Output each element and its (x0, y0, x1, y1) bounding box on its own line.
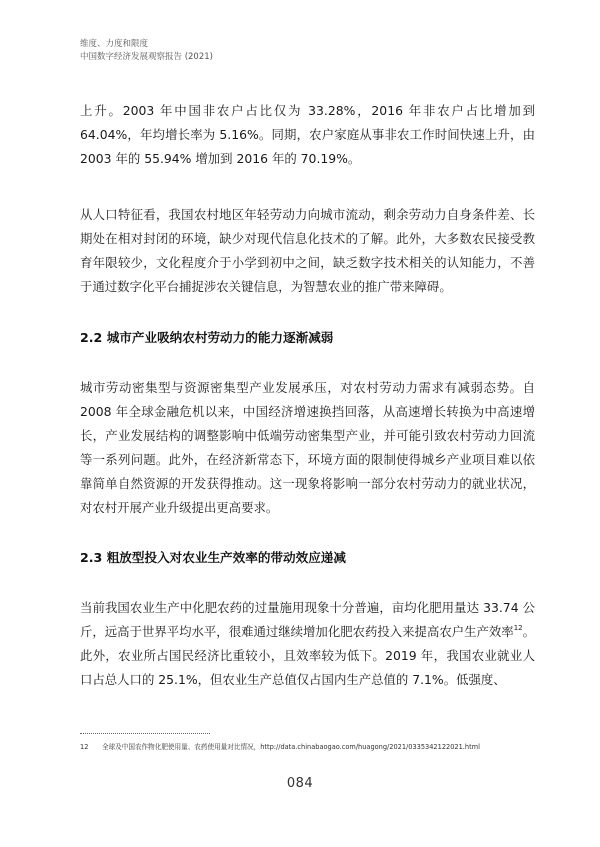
paragraph-2: 从人口特征看，我国农村地区年轻劳动力向城市流动，剩余劳动力自身条件差、长期处在相对封闭的环境，缺少对现代信息化技术的了解。此外，大多数农民接受教育年限较少，文化程度介于小学到初中之间，缺乏数字技术相关的认知能力，不善于通过数字化平台捕捉涉农关键信息，为智慧农业的推广带来障碍。 (80, 207, 535, 294)
section-heading-2-3: 2.3 粗放型投入对农业生产效率的带动效应递减 (80, 550, 346, 565)
paragraph-1: 上升。2003 年中国非农户占比仅为 33.28%，2016 年非农户占比增加到 64.04%，年均增长率为 5.16%。同期，农户家庭从事非农工作时间快速上升，由 2003 年的 55.94% 增加到 2016 年的 70.19%。 (80, 103, 535, 166)
page-number: 084 (286, 776, 314, 791)
running-header (80, 38, 213, 64)
header-report-name: 中国数字经济发展观察报告 (2021) (80, 52, 213, 62)
footnote-text[interactable]: 全球及中国农作物化肥使用量、农药使用量对比情况，http://data.chinabaogao.com/huagong/2021/0335342122021.html (102, 743, 480, 751)
footnote (80, 741, 480, 751)
paragraph-4 (80, 596, 535, 692)
paragraph-3: 城市劳动密集型与资源密集型产业发展承压，对农村劳动力需求有减弱态势。自 2008 年全球金融危机以来，中国经济增速换挡回落，从高速增长转换为中高速增长，产业发展结构的调整影响中低端劳动密集型产业，并可能引致农村劳动力回流等一系列问题。此外，在经济新常态下，环境方面的限制使得城乡产业项目难以依靠简单自然资源的开发获得推动。这一现象将影响一部分农村劳动力的就业状况，对农村开展产业升级提出更高要求。 (80, 380, 535, 515)
footnote-number: 12 (80, 743, 89, 751)
paragraph-4-part-b: 。此外，农业所占国民经济比重较小，且效率较为低下。2019 年，我国农业就业人口占总人口的 25.1%，但农业生产总值仅占国内生产总值的 7.1%。低强度、 (80, 624, 536, 687)
section-heading-2-2: 2.2 城市产业吸纳农村劳动力的能力逐渐减弱 (80, 330, 334, 345)
header-title: 维度、力度和限度 (80, 39, 149, 49)
paragraph-4-part-a: 当前我国农业生产中化肥农药的过量施用现象十分普遍，亩均化肥用量达 33.74 公斤，远高于世界平均水平，很难通过继续增加化肥农药投入来提高农户生产效率 (80, 600, 535, 639)
footnote-divider (80, 733, 210, 734)
footnote-reference[interactable]: 12 (513, 624, 523, 632)
